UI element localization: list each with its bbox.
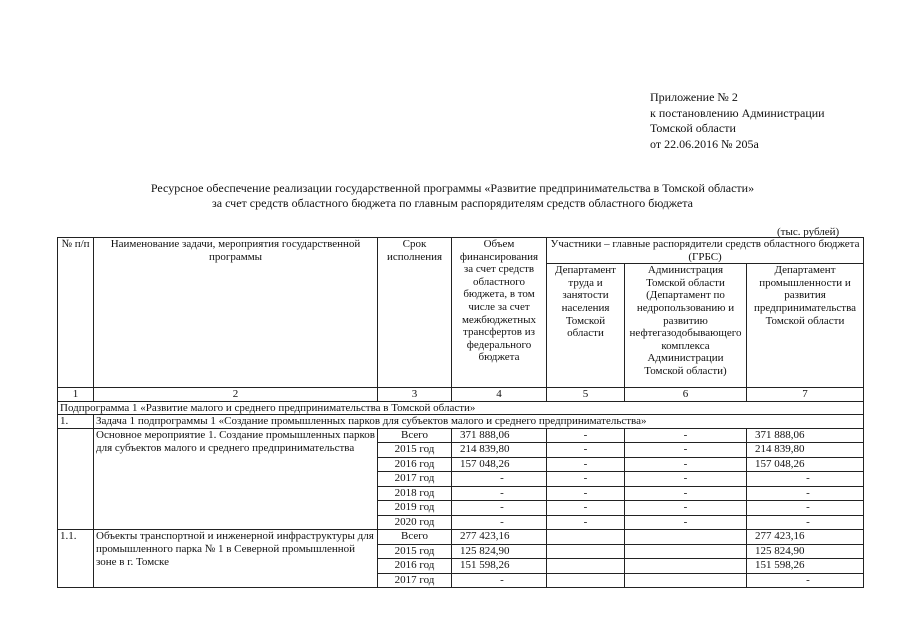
col-number: 1 — [58, 388, 94, 402]
row-dept-industry-value: - — [747, 472, 864, 487]
row-term: 2018 год — [378, 486, 452, 501]
title-line: за счет средств областного бюджета по главным распорядителям средств областного бюджета — [212, 196, 693, 210]
row-term: 2019 год — [378, 501, 452, 516]
row-dept-industry-value: 157 048,26 — [747, 457, 864, 472]
row-term: 2016 год — [378, 559, 452, 574]
row-dept-industry-value: - — [747, 501, 864, 516]
header-dept-industry: Департамент промышленности и развития предпринимательства Томской области — [747, 264, 864, 388]
table-row — [58, 428, 864, 443]
row-dept-labor-value — [547, 573, 625, 588]
row-admin-value — [625, 559, 747, 574]
task-row — [58, 415, 864, 429]
subprogram-row — [58, 401, 864, 415]
row-admin-value — [625, 544, 747, 559]
row-volume: - — [452, 515, 547, 530]
row-volume: - — [452, 501, 547, 516]
title-line: Ресурсное обеспечение реализации государственной программы «Развитие предпринимательства в Томской области» — [150, 181, 755, 195]
row-dept-industry-value: - — [747, 515, 864, 530]
appendix-line: от 22.06.2016 № 205а — [650, 136, 759, 151]
header-volume: Объем финансирования за счет средств областного бюджета, в том числе за счет межбюджетных трансфертов из федерального бюджета — [452, 238, 547, 388]
appendix-line: Приложение № 2 — [650, 90, 738, 104]
header-row — [58, 238, 864, 264]
resource-table — [57, 237, 864, 588]
row-dept-labor-value: - — [547, 515, 625, 530]
row-term: 2020 год — [378, 515, 452, 530]
row-volume: - — [452, 573, 547, 588]
row-admin-value: - — [625, 443, 747, 458]
row-activity-name: Объекты транспортной и инженерной инфраструктуры для промышленного парка № 1 в Северной промышленной зоне в г. Томске — [94, 530, 378, 588]
task-title: Задача 1 подпрограммы 1 «Создание промышленных парков для субъектов малого и среднего предпринимательства» — [94, 415, 864, 429]
col-number: 6 — [625, 388, 747, 402]
row-num — [58, 428, 94, 530]
row-volume: 151 598,26 — [452, 559, 547, 574]
column-number-row — [58, 388, 864, 402]
row-admin-value: - — [625, 501, 747, 516]
row-volume: 157 048,26 — [452, 457, 547, 472]
row-admin-value: - — [625, 486, 747, 501]
header-num: № п/п — [58, 238, 94, 388]
header-admin: Администрация Томской области (Департамент по недропользованию и развитию нефтегазодобывающего комплекса Администрации Томской области) — [625, 264, 747, 388]
header-dept-labor: Департамент труда и занятости населения Томской области — [547, 264, 625, 388]
task-num: 1. — [58, 415, 94, 429]
row-admin-value: - — [625, 515, 747, 530]
col-number: 7 — [747, 388, 864, 402]
row-dept-labor-value: - — [547, 472, 625, 487]
row-volume: 214 839,80 — [452, 443, 547, 458]
row-term: 2015 год — [378, 443, 452, 458]
row-dept-labor-value: - — [547, 443, 625, 458]
row-dept-industry-value: - — [747, 573, 864, 588]
row-term: Всего — [378, 428, 452, 443]
row-admin-value: - — [625, 472, 747, 487]
row-admin-value: - — [625, 428, 747, 443]
row-dept-industry-value: 371 888,06 — [747, 428, 864, 443]
row-dept-labor-value: - — [547, 501, 625, 516]
row-dept-labor-value — [547, 559, 625, 574]
header-term: Срок исполнения — [378, 238, 452, 388]
row-volume: - — [452, 486, 547, 501]
appendix-line: к постановлению Администрации — [650, 105, 825, 120]
header-name: Наименование задачи, мероприятия государственной программы — [94, 238, 378, 388]
row-dept-labor-value: - — [547, 428, 625, 443]
col-number: 4 — [452, 388, 547, 402]
row-volume: 371 888,06 — [452, 428, 547, 443]
col-number: 3 — [378, 388, 452, 402]
row-dept-industry-value: 125 824,90 — [747, 544, 864, 559]
header-participants: Участники – главные распорядители средств областного бюджета (ГРБС) — [547, 238, 864, 264]
row-dept-labor-value — [547, 544, 625, 559]
row-dept-labor-value: - — [547, 457, 625, 472]
table-row — [58, 530, 864, 545]
row-dept-industry-value: 214 839,80 — [747, 443, 864, 458]
row-dept-industry-value: 277 423,16 — [747, 530, 864, 545]
row-dept-industry-value: - — [747, 486, 864, 501]
row-num: 1.1. — [58, 530, 94, 588]
row-admin-value: - — [625, 457, 747, 472]
row-term: Всего — [378, 530, 452, 545]
document-title — [0, 181, 905, 211]
row-term: 2017 год — [378, 573, 452, 588]
row-term: 2015 год — [378, 544, 452, 559]
row-admin-value — [625, 530, 747, 545]
row-dept-industry-value: 151 598,26 — [747, 559, 864, 574]
row-volume: 277 423,16 — [452, 530, 547, 545]
row-dept-labor-value — [547, 530, 625, 545]
units-label: (тыс. рублей) — [777, 226, 840, 238]
row-volume: 125 824,90 — [452, 544, 547, 559]
row-term: 2016 год — [378, 457, 452, 472]
row-activity-name: Основное мероприятие 1. Создание промышленных парков для субъектов малого и среднего предпринимательства — [94, 428, 378, 530]
subprogram-title: Подпрограмма 1 «Развитие малого и среднего предпринимательства в Томской области» — [58, 401, 864, 415]
col-number: 5 — [547, 388, 625, 402]
row-dept-labor-value: - — [547, 486, 625, 501]
row-admin-value — [625, 573, 747, 588]
row-volume: - — [452, 472, 547, 487]
col-number: 2 — [94, 388, 378, 402]
appendix-block — [650, 90, 825, 152]
row-term: 2017 год — [378, 472, 452, 487]
appendix-line: Томской области — [650, 121, 736, 135]
